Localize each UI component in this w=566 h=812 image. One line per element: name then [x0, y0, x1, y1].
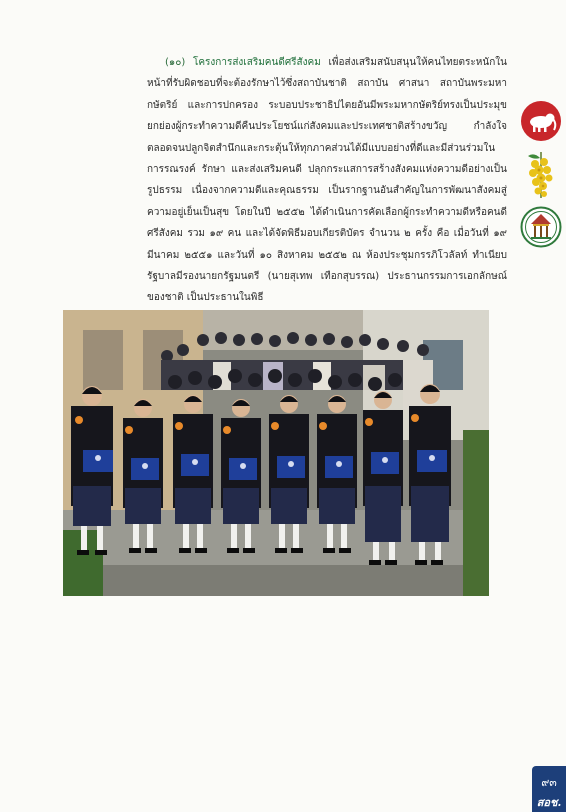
page-number-tab: [532, 766, 566, 812]
golden-shower-flower-icon: [520, 150, 562, 202]
article-paragraph: [147, 52, 507, 309]
heading-number: (๑๐): [165, 57, 186, 68]
page-number: ๙๓: [541, 776, 557, 789]
sala-pavilion-emblem-icon: [520, 206, 562, 248]
elephant-emblem-icon: [520, 100, 562, 142]
group-photo: [63, 310, 489, 596]
org-abbreviation: สอช.: [536, 796, 562, 809]
article-heading: โครงการส่งเสริมคนดีศรีสังคม: [192, 57, 321, 68]
paragraph-text: เพื่อส่งเสริมสนับสนุนให้คนไทยตระหนักในหน้าที่รับผิดชอบที่จะต้องรักษาไว้ซึ่งสถาบันชาติ สถาบัน ศาสนา สถาบันพระมหากษัตริย์ และการปกครอง ระบอบประชาธิปไตยอันมีพระมหากษัตริย์ทรงเป็นประมุข ยกย่องผู้กระทำความดีคืนประโยชน์แก่สังคมและประเทศชาติสร้างขวัญ กำลังใจ ตลอดจนปลูกจิตสำนึกและกระตุ้นให้ทุกภาคส่วนได้มีแบบอย่างที่ดีและมีส่วนร่วมในการรณรงค์ รักษา และส่งเสริมคนดี ปลุกกระแสการสร้างสังคมแห่งความดีอย่างเป็นรูปธรรม เนื่องจากความดีและคุณธรรม เป็นรากฐานอันสำคัญในการพัฒนาสังคมสู่ความอยู่เย็นเป็นสุข โดยในปี ๒๕๕๒ ได้ดำเนินการคัดเลือกผู้กระทำความดีหรือคนดีศรีสังคม รวม ๑๙ คน และได้จัดพิธีมอบเกียรติบัตร จำนวน ๒ ครั้ง คือ เมื่อวันที่ ๑๙ มีนาคม ๒๕๕๑ และวันที่ ๑๐ สิงหาคม ๒๕๕๒ ณ ห้องประชุมกรรภิโวลัลท์ ทำเนียบรัฐบาลมีรองนายกรัฐมนตรี (นายสุเทพ เทือกสุบรรณ) ประธานกรรมการเอกลักษณ์ของชาติ เป็นประธานในพิธี: [147, 57, 507, 304]
article-body: [147, 52, 507, 309]
